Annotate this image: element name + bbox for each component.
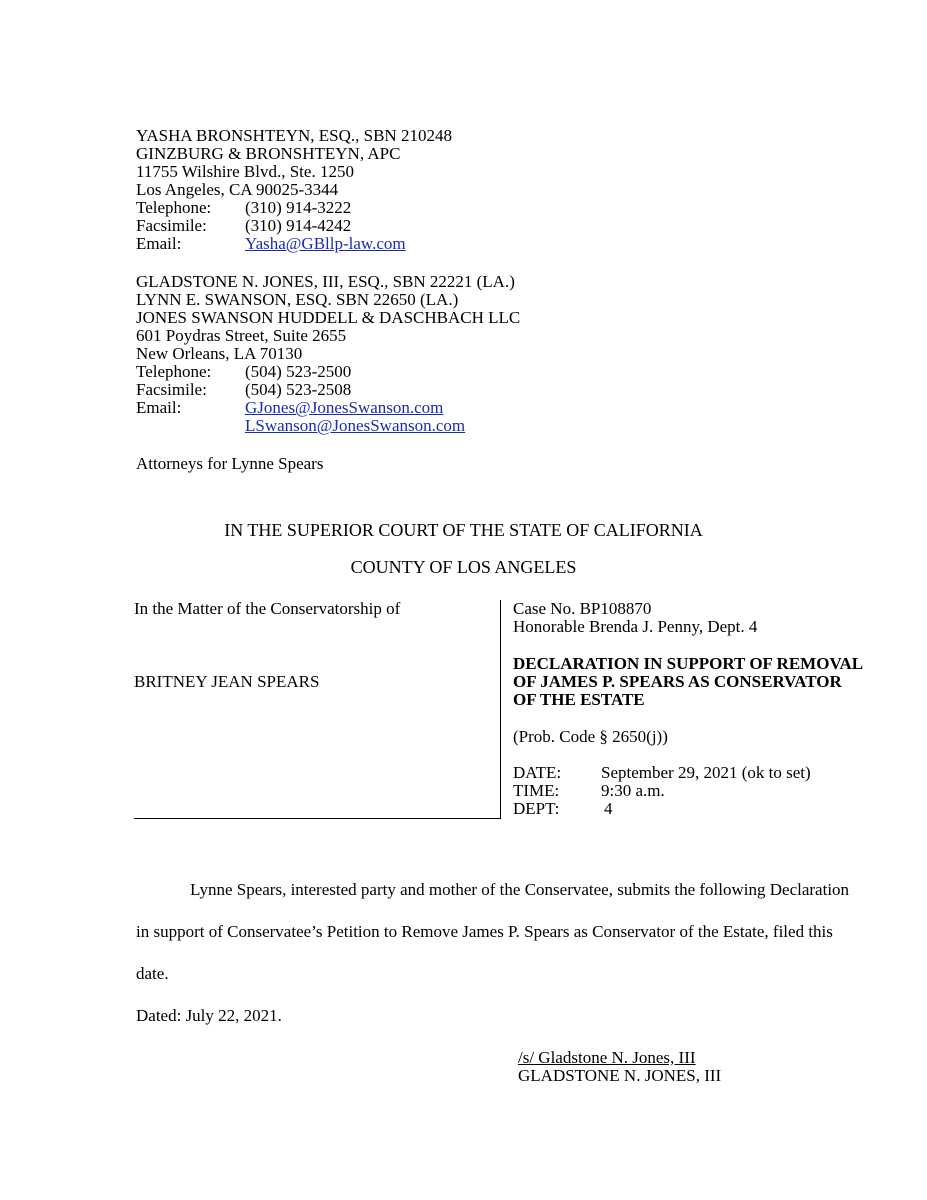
facsimile-value: (310) 914-4242 — [245, 216, 352, 235]
address-line-2: Los Angeles, CA 90025-3344 — [136, 180, 339, 199]
email-row — [136, 399, 520, 417]
dated-line: Dated: July 22, 2021. — [136, 1006, 282, 1025]
date-row — [513, 764, 811, 782]
date-label: DATE: — [513, 763, 562, 782]
firm-name: JONES SWANSON HUDDELL & DASCHBACH LLC — [136, 308, 521, 327]
time-label: TIME: — [513, 781, 560, 800]
counsel-block-2 — [136, 273, 520, 435]
caption-vertical-rule — [500, 600, 501, 819]
body-line-3: date. — [136, 964, 169, 983]
title-line-1: DECLARATION IN SUPPORT OF REMOVAL — [513, 654, 864, 673]
address-line-1: 601 Poydras Street, Suite 2655 — [136, 326, 347, 345]
dept-row — [513, 800, 811, 818]
time-row — [513, 782, 811, 800]
facsimile-label: Facsimile: — [136, 216, 207, 235]
matter-label: In the Matter of the Conservatorship of — [134, 599, 401, 618]
date-value: September 29, 2021 (ok to set) — [601, 763, 811, 782]
email-label: Email: — [136, 398, 182, 417]
telephone-label: Telephone: — [136, 198, 212, 217]
telephone-label: Telephone: — [136, 362, 212, 381]
statute-reference: (Prob. Code § 2650(j)) — [513, 727, 668, 746]
judge-dept: Honorable Brenda J. Penny, Dept. 4 — [513, 617, 758, 636]
telephone-row — [136, 363, 520, 381]
email-link-2[interactable]: LSwanson@JonesSwanson.com — [245, 416, 466, 435]
firm-name: GINZBURG & BRONSHTEYN, APC — [136, 144, 401, 163]
telephone-value: (504) 523-2500 — [245, 362, 352, 381]
hearing-info — [513, 764, 811, 818]
attorney-name-2: LYNN E. SWANSON, ESQ. SBN 22650 (LA.) — [136, 290, 459, 309]
document-title — [513, 655, 863, 709]
caption-right — [513, 600, 757, 636]
party-name: BRITNEY JEAN SPEARS — [134, 672, 320, 691]
telephone-value: (310) 914-3222 — [245, 198, 352, 217]
email-link-1[interactable]: GJones@JonesSwanson.com — [245, 398, 444, 417]
email-label: Email: — [136, 234, 182, 253]
signatory-name: GLADSTONE N. JONES, III — [518, 1066, 722, 1085]
telephone-row — [136, 199, 452, 217]
address-line-1: 11755 Wilshire Blvd., Ste. 1250 — [136, 162, 354, 181]
court-title: IN THE SUPERIOR COURT OF THE STATE OF CALIFORNIA — [224, 520, 703, 540]
address-line-2: New Orleans, LA 70130 — [136, 344, 303, 363]
electronic-signature: /s/ Gladstone N. Jones, III — [518, 1048, 696, 1067]
signature-block — [518, 1049, 721, 1085]
attorneys-for: Attorneys for Lynne Spears — [136, 454, 324, 473]
case-number: Case No. BP108870 — [513, 599, 652, 618]
email-row — [136, 235, 452, 253]
facsimile-label: Facsimile: — [136, 380, 207, 399]
title-line-2: OF JAMES P. SPEARS AS CONSERVATOR — [513, 672, 842, 691]
county-title: COUNTY OF LOS ANGELES — [350, 557, 577, 577]
body-line-1: Lynne Spears, interested party and mother of the Conservatee, submits the following Declaration — [190, 880, 850, 899]
facsimile-value: (504) 523-2508 — [245, 380, 352, 399]
body-line-2: in support of Conservatee’s Petition to Remove James P. Spears as Conservator of the Estate, filed this — [136, 922, 833, 941]
email-link[interactable]: Yasha@GBllp-law.com — [245, 234, 406, 253]
facsimile-row — [136, 381, 520, 399]
counsel-block-1 — [136, 127, 452, 253]
facsimile-row — [136, 217, 452, 235]
attorney-name-1: GLADSTONE N. JONES, III, ESQ., SBN 22221 (LA.) — [136, 272, 515, 291]
caption-horizontal-rule — [134, 818, 500, 819]
time-value: 9:30 a.m. — [601, 781, 665, 800]
title-line-3: OF THE ESTATE — [513, 690, 645, 709]
email-row-2 — [136, 417, 520, 435]
attorney-name: YASHA BRONSHTEYN, ESQ., SBN 210248 — [136, 126, 452, 145]
dept-label: DEPT: — [513, 799, 560, 818]
dept-value: 4 — [604, 799, 613, 818]
